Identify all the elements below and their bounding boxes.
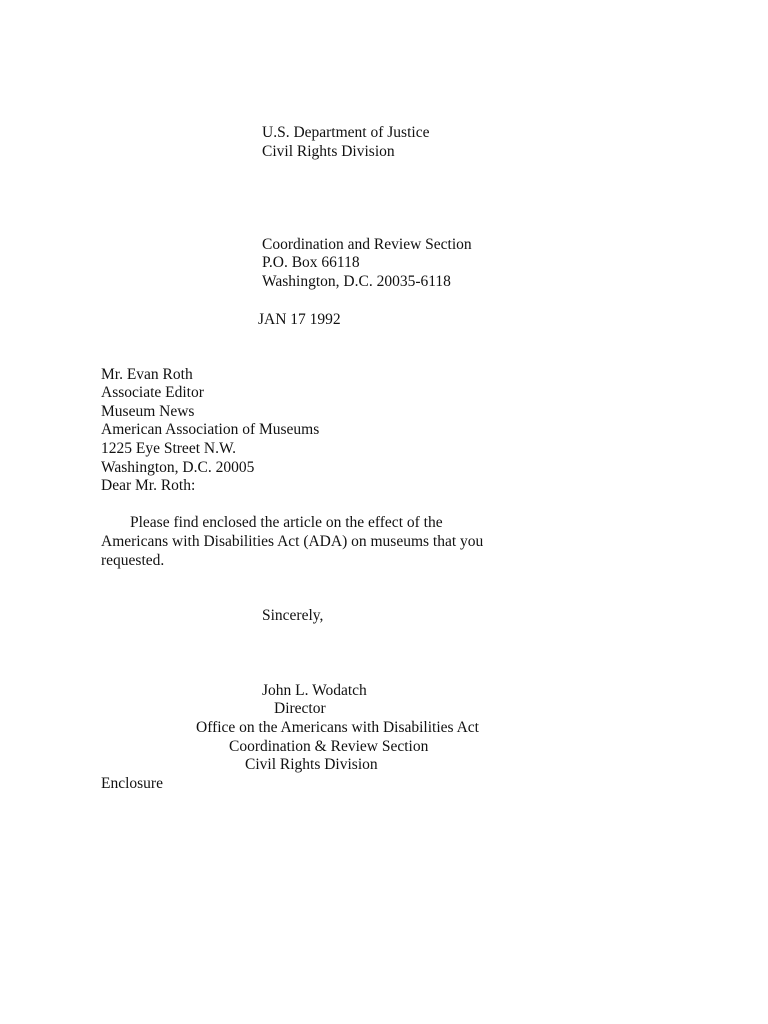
signer-name: John L. Wodatch — [262, 682, 367, 699]
division-name: Civil Rights Division — [262, 143, 395, 160]
signer-division: Civil Rights Division — [245, 756, 378, 773]
sender-section: Coordination and Review Section — [262, 236, 472, 253]
signer-section: Coordination & Review Section — [229, 738, 429, 755]
recipient-street: 1225 Eye Street N.W. — [101, 440, 237, 457]
recipient-organization: American Association of Museums — [101, 421, 320, 438]
enclosure-note: Enclosure — [101, 775, 163, 792]
letter-date: JAN 17 1992 — [258, 311, 341, 328]
signer-office: Office on the Americans with Disabilities Act — [196, 719, 479, 736]
salutation: Dear Mr. Roth: — [101, 477, 196, 494]
signer-title: Director — [274, 700, 326, 717]
agency-name: U.S. Department of Justice — [262, 124, 430, 141]
recipient-title: Associate Editor — [101, 384, 204, 401]
sender-city: Washington, D.C. 20035-6118 — [262, 273, 451, 290]
recipient-name: Mr. Evan Roth — [101, 366, 193, 383]
sender-po-box: P.O. Box 66118 — [262, 254, 360, 271]
closing: Sincerely, — [262, 607, 324, 624]
recipient-city: Washington, D.C. 20005 — [101, 459, 255, 476]
body-line-1: Please find enclosed the article on the effect of the — [130, 514, 443, 531]
body-line-3: requested. — [101, 552, 165, 569]
recipient-publication: Museum News — [101, 403, 195, 420]
body-line-2: Americans with Disabilities Act (ADA) on museums that you — [101, 533, 484, 550]
